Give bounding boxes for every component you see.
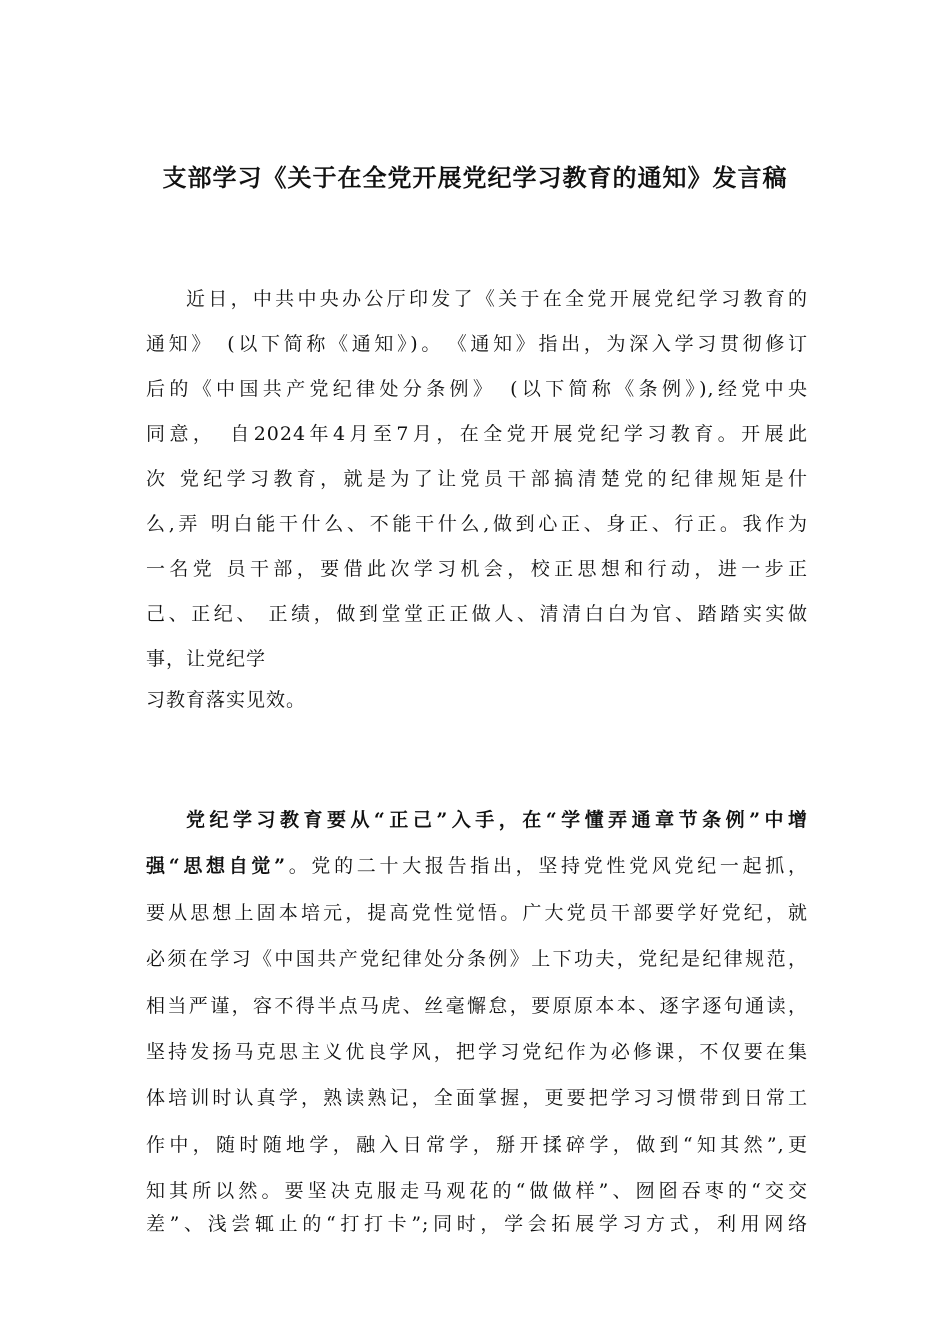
paragraph-line: 要从思想上固本培元，提高党性觉悟。广大党员干部要学好党纪，就: [146, 901, 808, 924]
document-title: 支部学习《关于在全党开展党纪学习教育的通知》发言稿: [162, 163, 788, 192]
paragraph-line: 通知》 (以下简称《通知》)。 《通知》指出，为深入学习贯彻修订: [146, 333, 808, 355]
paragraph-line: 一名党 员干部，要借此次学习机会，校正思想和行动，进一步正: [146, 558, 808, 580]
paragraph-2: [146, 797, 808, 1215]
paragraph-line: 差”、浅尝辄止的“打打卡”;同时，学会拓展学习方式，利用网络: [146, 1213, 808, 1235]
paragraph-1: [146, 277, 808, 682]
paragraph-1-tail: 习教育落实见效。: [146, 689, 307, 711]
paragraph-line: 次 党纪学习教育，就是为了让党员干部搞清楚党的纪律规矩是什: [146, 468, 808, 490]
paragraph-line: [146, 843, 808, 889]
paragraph-line: 己、正纪、 正绩，做到堂堂正正做人、清清白白为官、踏踏实实做: [146, 603, 808, 625]
paragraph-line: 相当严谨，容不得半点马虎、丝毫懈怠，要原原本本、逐字逐句通读，: [146, 994, 808, 1017]
paragraph-text-fragment: 。党的二十大报告指出，坚持党性党风党纪一起抓，: [286, 855, 808, 878]
paragraph-heading-fragment: 强“思想自觉”: [146, 855, 287, 878]
paragraph-line: 同意， 自2024年4月至7月，在全党开展党纪学习教育。开展此: [146, 423, 808, 445]
paragraph-line: 坚持发扬马克思主义优良学风，把学习党纪作为必修课，不仅要在集: [146, 1041, 808, 1064]
paragraph-line: 体培训时认真学，熟读熟记，全面掌握，更要把学习习惯带到日常工: [146, 1087, 808, 1110]
paragraph-line: 作中，随时随地学，融入日常学，掰开揉碎学，做到“知其然”,更: [146, 1133, 808, 1156]
paragraph-line: 后的《中国共产党纪律处分条例》 (以下简称《条例》),经党中央: [146, 378, 808, 400]
paragraph-line: 知其所以然。要坚决克服走马观花的“做做样”、囫囵吞枣的“交交: [146, 1180, 808, 1203]
paragraph-line: 近日，中共中央办公厅印发了《关于在全党开展党纪学习教育的: [186, 288, 808, 310]
paragraph-3: [146, 1209, 808, 1239]
paragraph-line: 么,弄 明白能干什么、不能干什么,做到心正、身正、行正。我作为: [146, 513, 808, 535]
paragraph-line: 必须在学习《中国共产党纪律处分条例》上下功夫，党纪是纪律规范，: [146, 948, 808, 971]
paragraph-line: 事，让党纪学: [146, 648, 267, 670]
paragraph-heading-line: 党纪学习教育要从“正己”入手，在“学懂弄通章节条例”中增: [186, 809, 808, 831]
